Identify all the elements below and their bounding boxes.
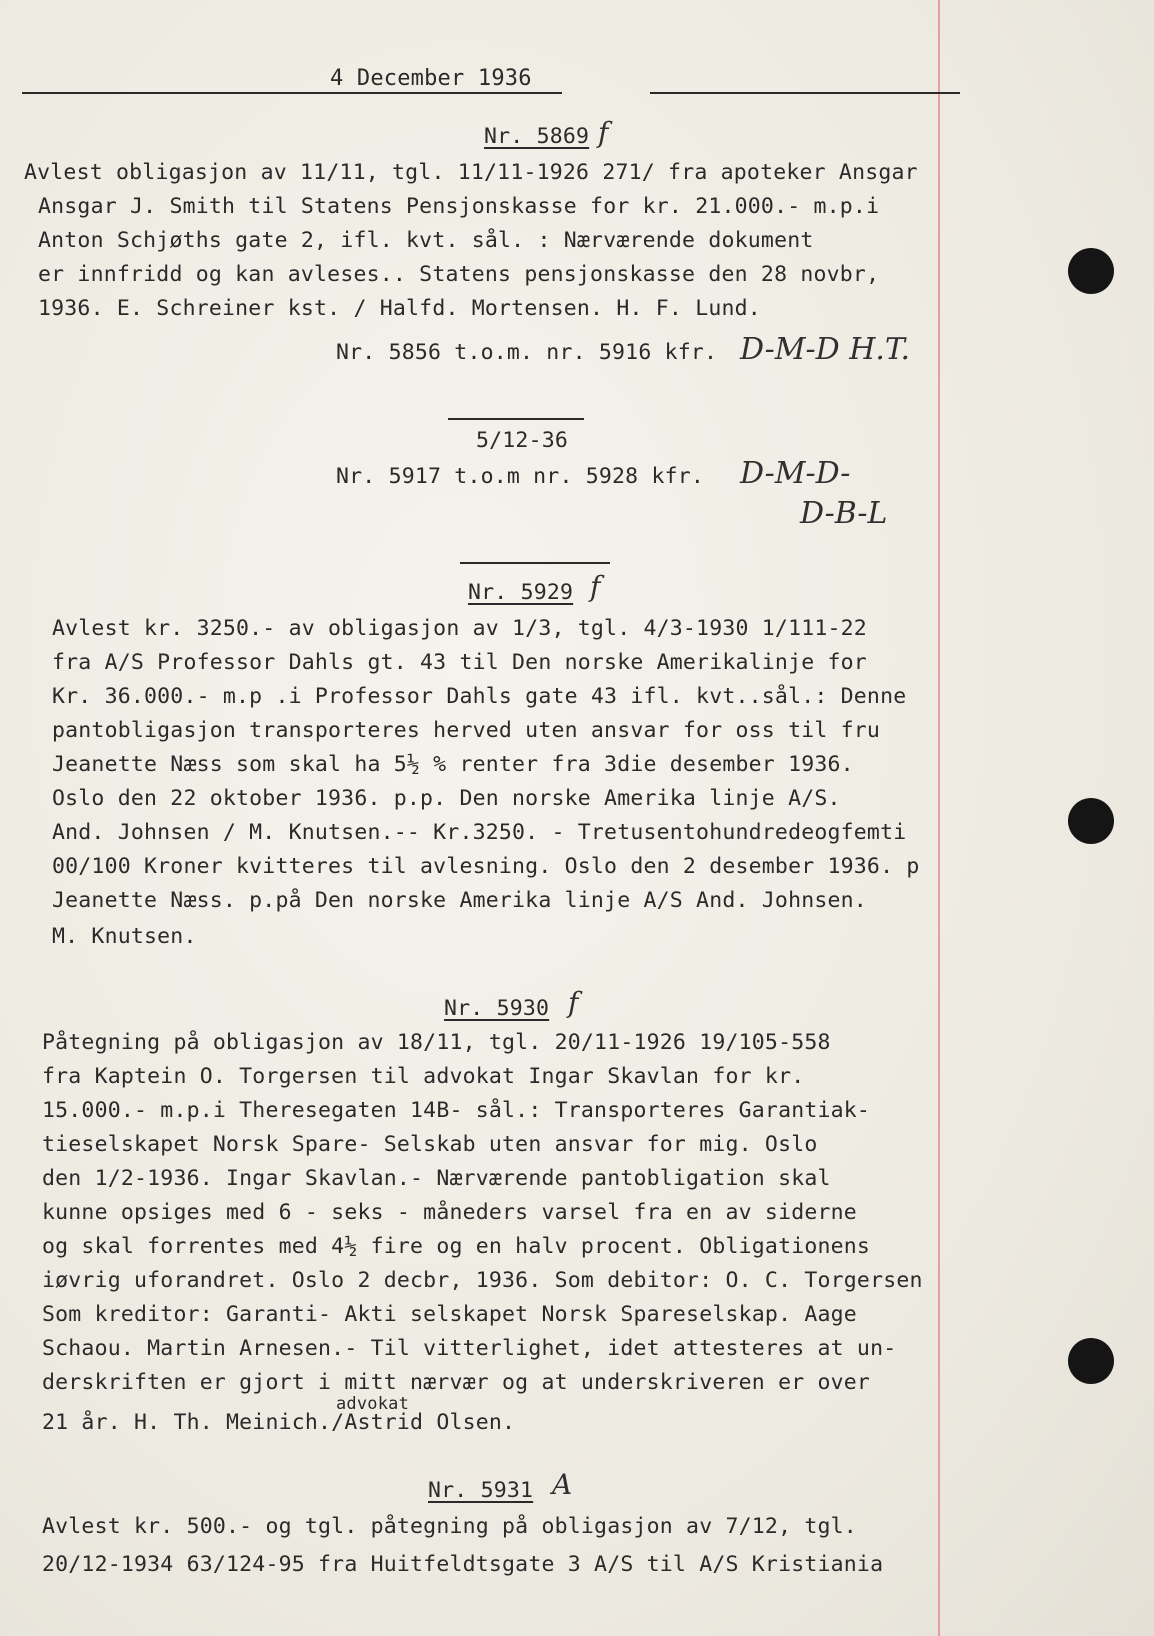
page-date: 4 December 1936 xyxy=(330,66,532,91)
entry-number: Nr. 5869 xyxy=(484,124,590,149)
text-line: 00/100 Kroner kvitteres til avlesning. Oslo den 2 desember 1936. p xyxy=(52,854,920,879)
overline-word: advokat xyxy=(336,1394,410,1414)
entry-number: Nr. 5929 xyxy=(468,580,574,605)
text-line: fra Kaptein O. Torgersen til advokat Ingar Skavlan for kr. xyxy=(42,1064,805,1089)
text-line: og skal forrentes med 4½ fire og en halv procent. Obligationens xyxy=(42,1234,871,1259)
text-line: kunne opsiges med 6 - seks - måneders varsel fra en av siderne xyxy=(42,1200,857,1225)
entry-number: Nr. 5930 xyxy=(444,996,550,1021)
text-line: M. Knutsen. xyxy=(52,924,197,949)
punch-hole xyxy=(1068,798,1114,844)
header-rule xyxy=(650,92,960,94)
text-line: Avlest kr. 500.- og tgl. påtegning på obligasjon av 7/12, tgl. xyxy=(42,1514,857,1539)
text-line: Schaou. Martin Arnesen.- Til vitterlighet, idet attesteres at un- xyxy=(42,1336,897,1361)
separator-rule xyxy=(448,418,584,420)
handwritten-initials: D-B-L xyxy=(800,496,888,531)
text-line: 21 år. H. Th. Meinich./Astrid Olsen. xyxy=(42,1410,516,1435)
handwritten-mark: f xyxy=(598,116,609,149)
text-line: Jeanette Næss som skal ha 5½ % renter fra 3die desember 1936. xyxy=(52,752,854,777)
handwritten-mark: A xyxy=(552,1468,573,1501)
text-line: Avlest kr. 3250.- av obligasjon av 1/3, tgl. 4/3-1930 1/111-22 xyxy=(52,616,867,641)
reference-line: Nr. 5917 t.o.m nr. 5928 kfr. xyxy=(336,464,705,489)
text-line: iøvrig uforandret. Oslo 2 decbr, 1936. Som debitor: O. C. Torgersen xyxy=(42,1268,923,1293)
text-line: Oslo den 22 oktober 1936. p.p. Den norske Amerika linje A/S. xyxy=(52,786,841,811)
text-line: 15.000.- m.p.i Theresegaten 14B- sål.: Transporteres Garantiak- xyxy=(42,1098,871,1123)
text-line: Kr. 36.000.- m.p .i Professor Dahls gate 43 ifl. kvt..sål.: Denne xyxy=(52,684,907,709)
text-line: Avlest obligasjon av 11/11, tgl. 11/11-1926 271/ fra apoteker Ansgar xyxy=(24,160,918,185)
handwritten-mark: f xyxy=(590,570,601,603)
text-line: tieselskapet Norsk Spare- Selskab uten ansvar for mig. Oslo xyxy=(42,1132,818,1157)
text-line: derskriften er gjort i mitt nærvær og at underskriveren er over xyxy=(42,1370,871,1395)
text-line: Som kreditor: Garanti- Akti selskapet Norsk Spareselskap. Aage xyxy=(42,1302,857,1327)
punch-hole xyxy=(1068,248,1114,294)
separator-rule xyxy=(460,562,610,564)
text-line: Anton Schjøths gate 2, ifl. kvt. sål. : Nærværende dokument xyxy=(38,228,814,253)
text-line: 20/12-1934 63/124-95 fra Huitfeldtsgate 3 A/S til A/S Kristiania xyxy=(42,1552,884,1577)
entry-number: Nr. 5931 xyxy=(428,1478,534,1503)
handwritten-mark: f xyxy=(568,986,579,1019)
text-line: den 1/2-1936. Ingar Skavlan.- Nærværende pantobligation skal xyxy=(42,1166,831,1191)
text-line: 1936. E. Schreiner kst. / Halfd. Mortensen. H. F. Lund. xyxy=(38,296,761,321)
text-line: And. Johnsen / M. Knutsen.-- Kr.3250. - Tretusentohundredeogfemti xyxy=(52,820,907,845)
text-line: fra A/S Professor Dahls gt. 43 til Den norske Amerikalinje for xyxy=(52,650,867,675)
text-line: pantobligasjon transporteres herved uten ansvar for oss til fru xyxy=(52,718,881,743)
handwritten-initials: D-M-D H.T. xyxy=(740,332,911,367)
text-line: er innfridd og kan avleses.. Statens pensjonskasse den 28 novbr, xyxy=(38,262,880,287)
separator-date: 5/12-36 xyxy=(476,428,569,453)
punch-hole xyxy=(1068,1338,1114,1384)
margin-line xyxy=(938,0,940,1636)
header-rule xyxy=(22,92,562,94)
text-line: Jeanette Næss. p.på Den norske Amerika linje A/S And. Johnsen. xyxy=(52,888,867,913)
handwritten-initials: D-M-D- xyxy=(740,456,851,491)
reference-line: Nr. 5856 t.o.m. nr. 5916 kfr. xyxy=(336,340,718,365)
text-line: Påtegning på obligasjon av 18/11, tgl. 20/11-1926 19/105-558 xyxy=(42,1030,831,1055)
text-line: Ansgar J. Smith til Statens Pensjonskasse for kr. 21.000.- m.p.i xyxy=(38,194,880,219)
